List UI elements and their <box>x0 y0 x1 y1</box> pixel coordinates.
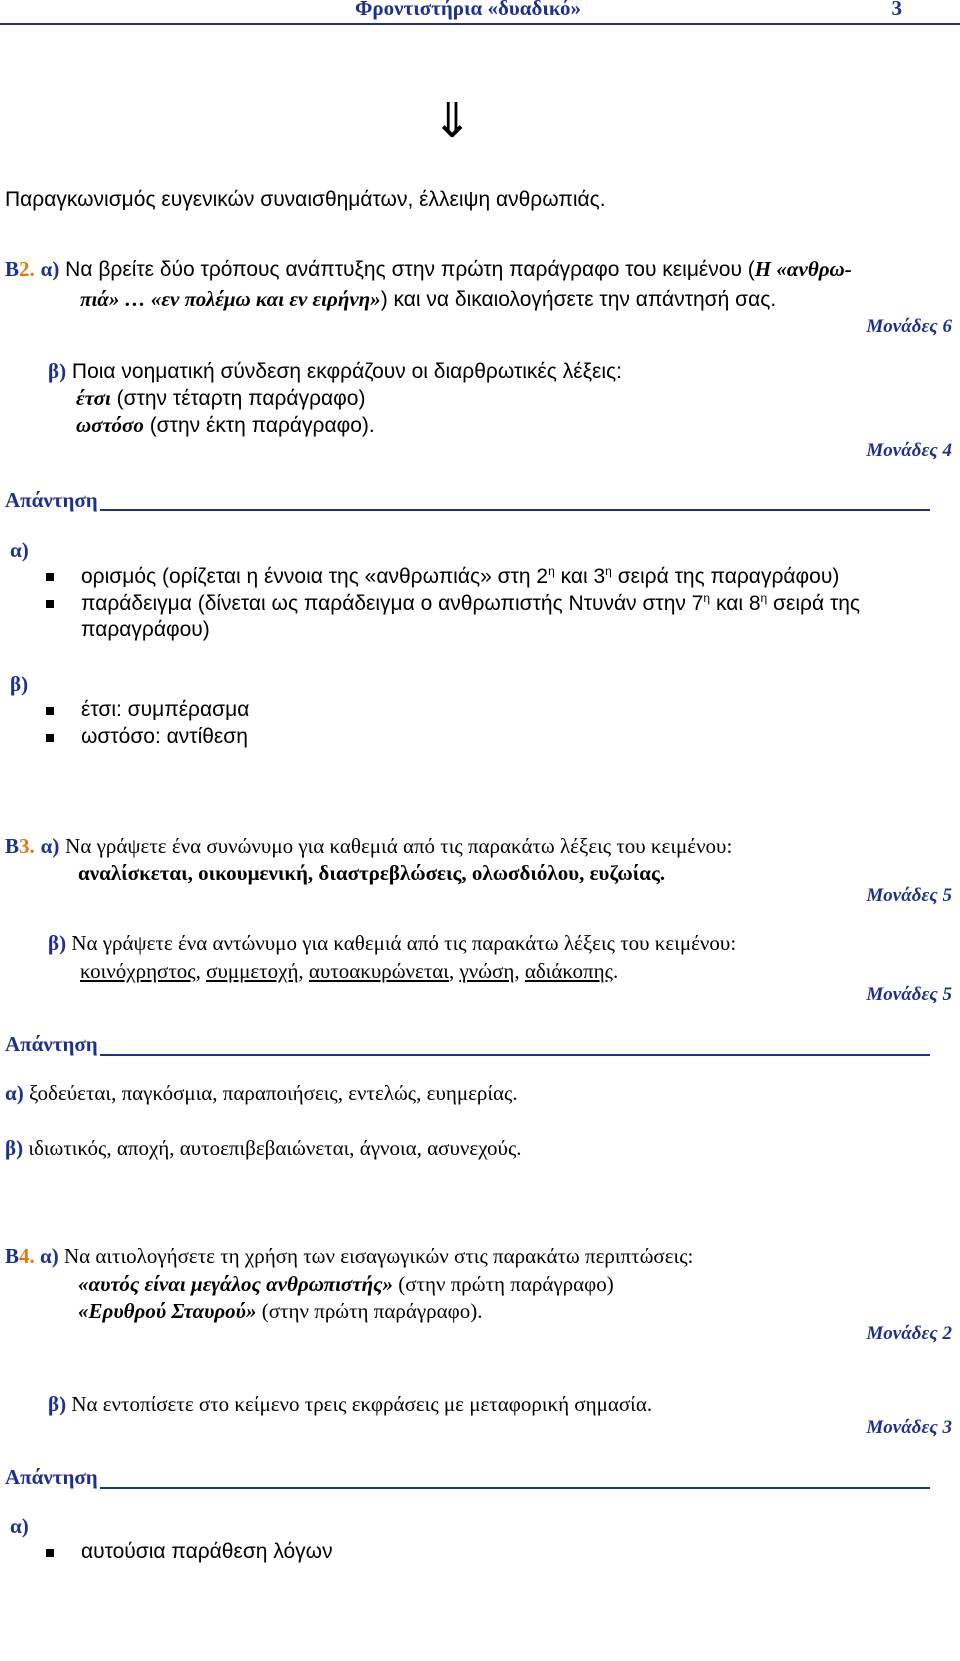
b2-word1: έτσι <box>76 386 111 410</box>
b3-a-points: Μονάδες 5 <box>866 885 952 906</box>
b3-b-points: Μονάδες 5 <box>866 984 952 1005</box>
b2-a-text2: ) και να δικαιολογήσετε την απάντησή σας. <box>380 288 777 311</box>
b4-question-b <box>48 1392 652 1417</box>
b4-q2 <box>78 1299 483 1324</box>
b3-label-letter: Β <box>5 834 20 858</box>
b2-question-a <box>5 257 852 282</box>
answer2-a-text: ξοδεύεται, παγκόσμια, παραποιήσεις, εντελώς, ευημερίας. <box>23 1081 518 1105</box>
b4-q1-bold: «αυτός είναι μεγάλος ανθρωπιστής» <box>78 1272 393 1296</box>
answer-heading: Απάντηση <box>5 1032 98 1056</box>
b3-b-word: κοινόχρηστος <box>80 959 196 983</box>
a1-b2-mid: και 8 <box>710 592 761 615</box>
answer1-bullet2 <box>81 591 860 616</box>
b2-a-label: α) <box>40 257 60 281</box>
b2-label-number: 2. <box>19 257 35 281</box>
b3-b-text: Να γράψετε ένα αντώνυμο για καθεμιά από τις παρακάτω λέξεις του κειμένου: <box>71 931 737 955</box>
b4-q2-post: (στην πρώτη παράγραφο). <box>256 1299 483 1323</box>
b3-b-word: συμμετοχή <box>206 959 299 983</box>
a1-b2-sup1: η <box>703 591 711 605</box>
b4-b-text: Να εντοπίσετε στο κείμενο τρεις εκφράσεις με μεταφορική σημασία. <box>71 1392 653 1416</box>
answer2-a-label: α) <box>5 1081 24 1105</box>
answer-heading: Απάντηση <box>5 488 98 512</box>
b4-b-label: β) <box>48 1392 67 1416</box>
answer1-bullet2-cont: παραγράφου) <box>81 618 210 641</box>
answer-rule <box>100 509 930 511</box>
b4-label-number: 4. <box>19 1244 35 1268</box>
b2-b-text: Ποια νοηματική σύνδεση εκφράζουν οι διαρθρωτικές λέξεις: <box>71 360 622 383</box>
b3-b-words: κοινόχρηστος, συμμετοχή, αυτοακυρώνεται, γνώση, αδιάκοπης. <box>80 959 619 983</box>
down-arrow-icon: ⇓ <box>432 95 473 148</box>
answer-heading: Απάντηση <box>5 1465 98 1489</box>
a1-b1-sup1: η <box>548 564 555 578</box>
b4-a-points: Μονάδες 2 <box>866 1323 952 1344</box>
answer2-b <box>5 1136 522 1161</box>
b2-word2: ωστόσο <box>76 413 144 437</box>
bullet-icon <box>46 1549 54 1557</box>
bullet-icon <box>46 707 54 715</box>
b4-q1-post: (στην πρώτη παράγραφο) <box>392 1272 614 1296</box>
a1-b1-sup2: η <box>605 564 612 578</box>
header-title: Φροντιστήρια «δυαδικό» <box>355 0 581 20</box>
b3-b-word: αδιάκοπης <box>524 959 613 983</box>
answer2-b-text: ιδιωτικός, αποχή, αυτοεπιβεβαιώνεται, άγνοια, ασυνεχούς. <box>23 1136 522 1160</box>
b4-a-text: Να αιτιολογήσετε τη χρήση των εισαγωγικών στις παρακάτω περιπτώσεις: <box>63 1244 694 1268</box>
b2-question-b <box>48 359 622 384</box>
answer-rule <box>100 1054 930 1056</box>
a1-b2-post: σειρά της <box>767 592 861 615</box>
b4-q2-bold: «Ερυθρού Σταυρού» <box>78 1299 257 1323</box>
b2-a-text: Να βρείτε δύο τρόπους ανάπτυξης στην πρώτη παράγραφο του κειμένου ( <box>65 258 755 281</box>
intro-text: Παραγκωνισμός ευγενικών συναισθημάτων, έλλειψη ανθρωπιάς. <box>5 188 606 211</box>
answer1-bullet1 <box>81 564 839 589</box>
bullet-icon <box>46 573 54 581</box>
answer-rule <box>100 1487 930 1489</box>
b3-b-word: αυτοακυρώνεται <box>308 959 449 983</box>
answer3-bullet1: αυτούσια παράθεση λόγων <box>81 1540 333 1563</box>
b2-b-points: Μονάδες 4 <box>866 440 952 461</box>
b3-b-word: γνώση <box>459 959 515 983</box>
b2-label-letter: Β <box>5 257 20 281</box>
b2-a-bold1: Η «ανθρω- <box>754 257 852 281</box>
bullet-icon <box>46 734 54 742</box>
bullet-icon <box>46 600 54 608</box>
b3-question-b <box>48 931 736 956</box>
b4-question-a <box>5 1244 693 1269</box>
answer2-a <box>5 1081 518 1106</box>
b4-label-letter: Β <box>5 1244 20 1268</box>
b3-a-text: Να γράψετε ένα συνώνυμο για καθεμιά από τις παρακάτω λέξεις του κειμένου: <box>65 834 733 858</box>
b2-a-points: Μονάδες 6 <box>866 316 952 337</box>
b2-word1-line <box>76 386 365 411</box>
a1-b2-sup2: η <box>760 591 768 605</box>
b2-word2-line <box>76 413 375 438</box>
answer1-b-label: β) <box>10 672 29 696</box>
a1-b1-mid: και 3 <box>554 565 606 588</box>
a1-b1-pre: ορισμός (ορίζεται η έννοια της «ανθρωπιάς» στη 2 <box>81 565 549 588</box>
a1-b2-pre: παράδειγμα (δίνεται ως παράδειγμα ο ανθρωπιστής Ντυνάν στην 7 <box>81 592 704 615</box>
b4-q1 <box>78 1272 614 1297</box>
b3-label-number: 3. <box>19 834 35 858</box>
answer3-a-label: α) <box>10 1514 29 1538</box>
b2-question-a-cont <box>80 287 776 312</box>
b2-word2-post: (στην έκτη παράγραφο). <box>143 414 375 437</box>
b3-a-label: α) <box>40 834 60 858</box>
answer1-b-bullet1: έτσι: συμπέρασμα <box>81 698 250 721</box>
b2-a-bold2: πιά» … «εν πολέμω και εν ειρήνη» <box>80 287 381 311</box>
b4-b-points: Μονάδες 3 <box>866 1417 952 1438</box>
a1-b1-post: σειρά της παραγράφου) <box>611 565 840 588</box>
b3-question-a <box>5 834 732 859</box>
b4-a-label: α) <box>40 1244 59 1268</box>
answer1-b-bullet2: ωστόσο: αντίθεση <box>81 725 248 748</box>
answer1-a-label: α) <box>10 538 29 562</box>
answer2-b-label: β) <box>5 1136 24 1160</box>
b2-b-label: β) <box>48 359 67 383</box>
header-rule <box>0 23 960 25</box>
b3-b-label: β) <box>48 931 67 955</box>
b2-word1-post: (στην τέταρτη παράγραφο) <box>110 387 366 410</box>
b3-a-words: αναλίσκεται, οικουμενική, διαστρεβλώσεις, ολωσδιόλου, ευζωίας. <box>78 861 666 885</box>
page-number: 3 <box>891 0 902 20</box>
